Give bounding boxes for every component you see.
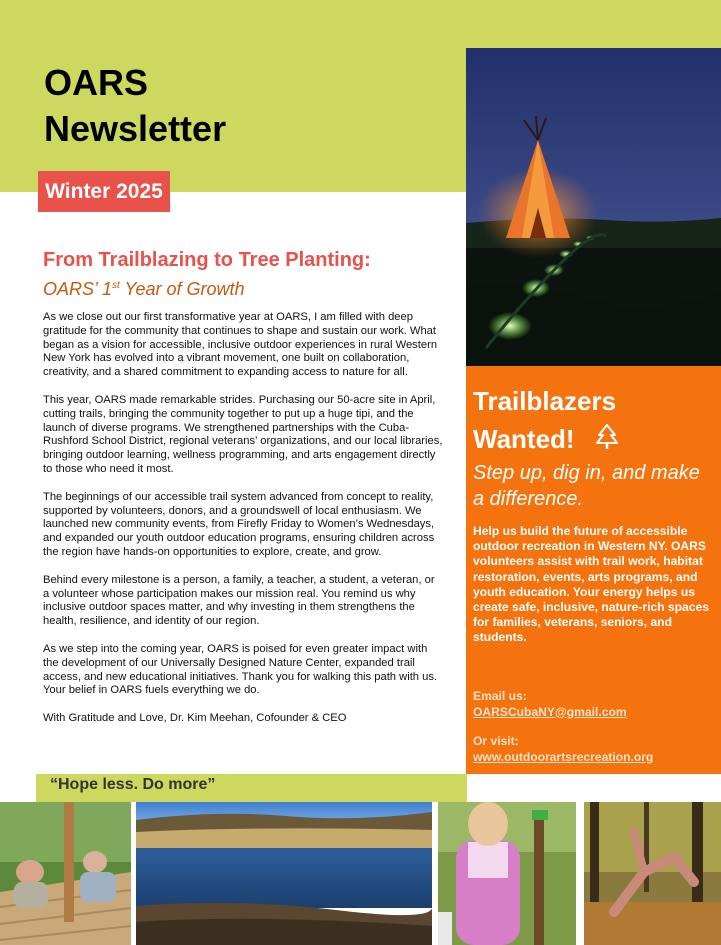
visit-label: Or visit: xyxy=(473,734,519,748)
article-body xyxy=(43,311,443,740)
article-signature: With Gratitude and Love, Dr. Kim Meehan, Cofounder & CEO xyxy=(43,712,347,725)
sidebar-contact xyxy=(473,689,718,779)
volunteer-sidebar xyxy=(466,366,721,774)
email-link[interactable]: OARSCubaNY@gmail.com xyxy=(473,704,627,719)
article-paragraph: This year, OARS made remarkable strides. Purchasing our 50-acre site in April, cutting trails, bringing the community together to put up a huge tipi, and the launch of diverse programs. We strengthened partnerships with the Cuba-Rushford School District, regional veterans’ organizations, and our local libraries, bringing outdoor learning, wellness programming, and arts engagement directly to those who need it most. xyxy=(43,393,443,475)
article-paragraph: Behind every milestone is a person, a family, a teacher, a student, a veteran, or a volunteer whose participation makes our mission real. You remind us why inclusive outdoor spaces matter, and why investing in them strengthens the health, resilience, and identity of our region. xyxy=(43,573,435,628)
yoga-in-forest-photo xyxy=(584,802,721,945)
tipi-night-photo xyxy=(466,48,721,366)
sidebar-tagline: Step up, dig in, and make a difference. xyxy=(473,462,700,510)
tipi-night-illustration xyxy=(466,48,721,366)
pond-landscape-photo xyxy=(136,802,432,945)
sidebar-body: Help us build the future of accessible outdoor recreation in Western NY. OARS volunteers assist with trail work, habitat restoration, events, arts programs, and youth education. Your energy helps us create safe, inclusive, nature-rich spaces for families, veterans, seniors, and students. xyxy=(473,524,709,645)
article-subhead xyxy=(43,279,245,300)
website-link[interactable]: www.outdoorartsrecreation.org xyxy=(473,749,654,764)
subhead-post: Year of Growth xyxy=(119,279,245,299)
article-paragraph: As we close out our first transformative year at OARS, I am filled with deep gratitude for the community that continues to shape and sustain our work. What began as a vision for accessible, inclusive outdoor experiences in rural Western New York has evolved into a vibrant movement, one built on collaboration, creativity, and a shared commitment to expanding access to nature for all. xyxy=(43,311,438,379)
motto-quote: “Hope less. Do more” xyxy=(50,776,216,793)
title-line-1: OARS xyxy=(44,62,149,103)
deck-building-photo xyxy=(0,802,131,945)
subhead-sup: st xyxy=(112,280,120,291)
season-badge: Winter 2025 xyxy=(38,171,170,212)
tree-icon xyxy=(594,423,620,451)
sidebar-title-line-2 xyxy=(473,420,620,458)
header-band-right xyxy=(466,0,721,48)
article-headline: From Trailblazing to Tree Planting: xyxy=(43,249,371,271)
deck-building-illustration xyxy=(0,802,131,945)
child-with-shovel-photo xyxy=(438,802,576,945)
child-with-shovel-illustration xyxy=(438,802,576,945)
subhead-pre: OARS’ 1 xyxy=(43,279,113,299)
sidebar-title-line-1: Trailblazers xyxy=(473,386,617,416)
newsletter-title xyxy=(44,60,226,152)
sidebar-title-wanted: Wanted! xyxy=(473,424,575,454)
email-label: Email us: xyxy=(473,689,527,703)
article-paragraph: The beginnings of our accessible trail system advanced from concept to reality, supported by volunteers, donors, and a groundswell of local enthusiasm. We launched new community events, from Firefly Friday to Women’s Wednesdays, and expanded our youth outdoor education programs, ensuring children across the region have hands-on opportunities to explore, create, and grow. xyxy=(43,490,435,558)
article-paragraph: As we step into the coming year, OARS is poised for even greater impact with the development of our Universally Designed Nature Center, expanded trail access, and new educational initiatives. Thank you for walking this path with us. Your belief in OARS fuels everything we do. xyxy=(43,642,438,697)
title-line-2: Newsletter xyxy=(44,108,227,149)
sidebar-title xyxy=(473,382,620,458)
yoga-in-forest-illustration xyxy=(584,802,721,945)
pond-landscape-illustration xyxy=(136,802,432,945)
